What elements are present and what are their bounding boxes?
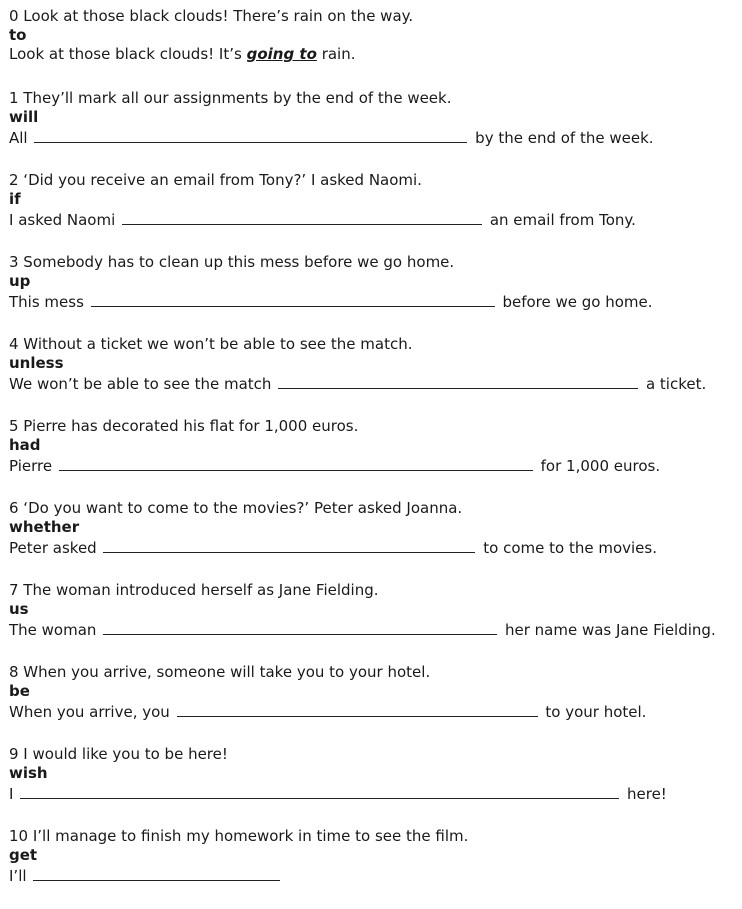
after-text: to your hotel. bbox=[545, 703, 647, 721]
answer-blank[interactable] bbox=[20, 783, 619, 799]
exercise-item bbox=[9, 417, 742, 499]
answer-line bbox=[9, 865, 742, 884]
exercise-item bbox=[9, 499, 742, 581]
exercise-item bbox=[9, 745, 742, 827]
answer-blank[interactable] bbox=[177, 701, 538, 717]
exercise-item bbox=[9, 663, 742, 745]
answer-line bbox=[9, 127, 742, 146]
before-text: I bbox=[9, 785, 14, 803]
after-text: before we go home. bbox=[502, 293, 653, 311]
after-text: a ticket. bbox=[645, 375, 707, 393]
answer-line bbox=[9, 45, 742, 64]
before-text: Pierre bbox=[9, 457, 53, 475]
before-text: The woman bbox=[9, 621, 97, 639]
answer-blank[interactable] bbox=[103, 537, 475, 553]
before-text: I asked Naomi bbox=[9, 211, 116, 229]
after-text: an email from Tony. bbox=[489, 211, 636, 229]
exercise-item bbox=[9, 171, 742, 253]
after-text: rain. bbox=[321, 45, 356, 63]
prompt: 4 Without a ticket we won’t be able to see the match. bbox=[9, 335, 413, 353]
after-text: for 1,000 euros. bbox=[540, 457, 661, 475]
answer-blank[interactable] bbox=[59, 455, 533, 471]
answer-line bbox=[9, 455, 742, 474]
answer-blank[interactable] bbox=[34, 127, 467, 143]
keyword: had bbox=[9, 436, 41, 454]
prompt: 5 Pierre has decorated his flat for 1,000 euros. bbox=[9, 417, 359, 435]
prompt: 7 The woman introduced herself as Jane Fielding. bbox=[9, 581, 379, 599]
exercise-item bbox=[9, 581, 742, 663]
exercise-item bbox=[9, 335, 742, 417]
answer-line bbox=[9, 209, 742, 228]
answer-blank[interactable] bbox=[122, 209, 482, 225]
answer-blank[interactable] bbox=[33, 865, 280, 881]
before-text: I’ll bbox=[9, 867, 27, 885]
after-text: to come to the movies. bbox=[483, 539, 657, 557]
before-text: Look at those black clouds! It’s bbox=[9, 45, 242, 63]
prompt: 1 They’ll mark all our assignments by the end of the week. bbox=[9, 89, 452, 107]
keyword: to bbox=[9, 26, 27, 44]
before-text: Peter asked bbox=[9, 539, 97, 557]
prompt: 10 I’ll manage to finish my homework in time to see the film. bbox=[9, 827, 469, 845]
answer-line bbox=[9, 373, 742, 392]
answer-line bbox=[9, 537, 742, 556]
answer-blank[interactable] bbox=[91, 291, 495, 307]
keyword: wish bbox=[9, 764, 48, 782]
keyword: whether bbox=[9, 518, 80, 536]
prompt: 9 I would like you to be here! bbox=[9, 745, 228, 763]
answer-line bbox=[9, 291, 742, 310]
before-text: This mess bbox=[9, 293, 84, 311]
example-answer: going to bbox=[246, 45, 317, 63]
after-text: her name was Jane Fielding. bbox=[504, 621, 716, 639]
after-text: by the end of the week. bbox=[475, 129, 654, 147]
before-text: All bbox=[9, 129, 28, 147]
example-item bbox=[9, 7, 742, 89]
answer-line bbox=[9, 701, 742, 720]
before-text: We won’t be able to see the match bbox=[9, 375, 272, 393]
keyword: be bbox=[9, 682, 30, 700]
after-text: here! bbox=[627, 785, 667, 803]
answer-line bbox=[9, 619, 742, 638]
keyword: if bbox=[9, 190, 21, 208]
before-text: When you arrive, you bbox=[9, 703, 170, 721]
answer-line bbox=[9, 783, 742, 802]
answer-blank[interactable] bbox=[278, 373, 638, 389]
keyword: up bbox=[9, 272, 31, 290]
keyword: unless bbox=[9, 354, 64, 372]
prompt: 3 Somebody has to clean up this mess before we go home. bbox=[9, 253, 455, 271]
prompt: 0 Look at those black clouds! There’s rain on the way. bbox=[9, 7, 414, 25]
keyword: get bbox=[9, 846, 38, 864]
exercise-item bbox=[9, 89, 742, 171]
prompt: 2 ‘Did you receive an email from Tony?’ I asked Naomi. bbox=[9, 171, 422, 189]
keyword: will bbox=[9, 108, 39, 126]
exercise-item bbox=[9, 253, 742, 335]
prompt: 6 ‘Do you want to come to the movies?’ Peter asked Joanna. bbox=[9, 499, 463, 517]
prompt: 8 When you arrive, someone will take you to your hotel. bbox=[9, 663, 431, 681]
keyword: us bbox=[9, 600, 29, 618]
exercise-item bbox=[9, 827, 742, 909]
answer-blank[interactable] bbox=[103, 619, 497, 635]
